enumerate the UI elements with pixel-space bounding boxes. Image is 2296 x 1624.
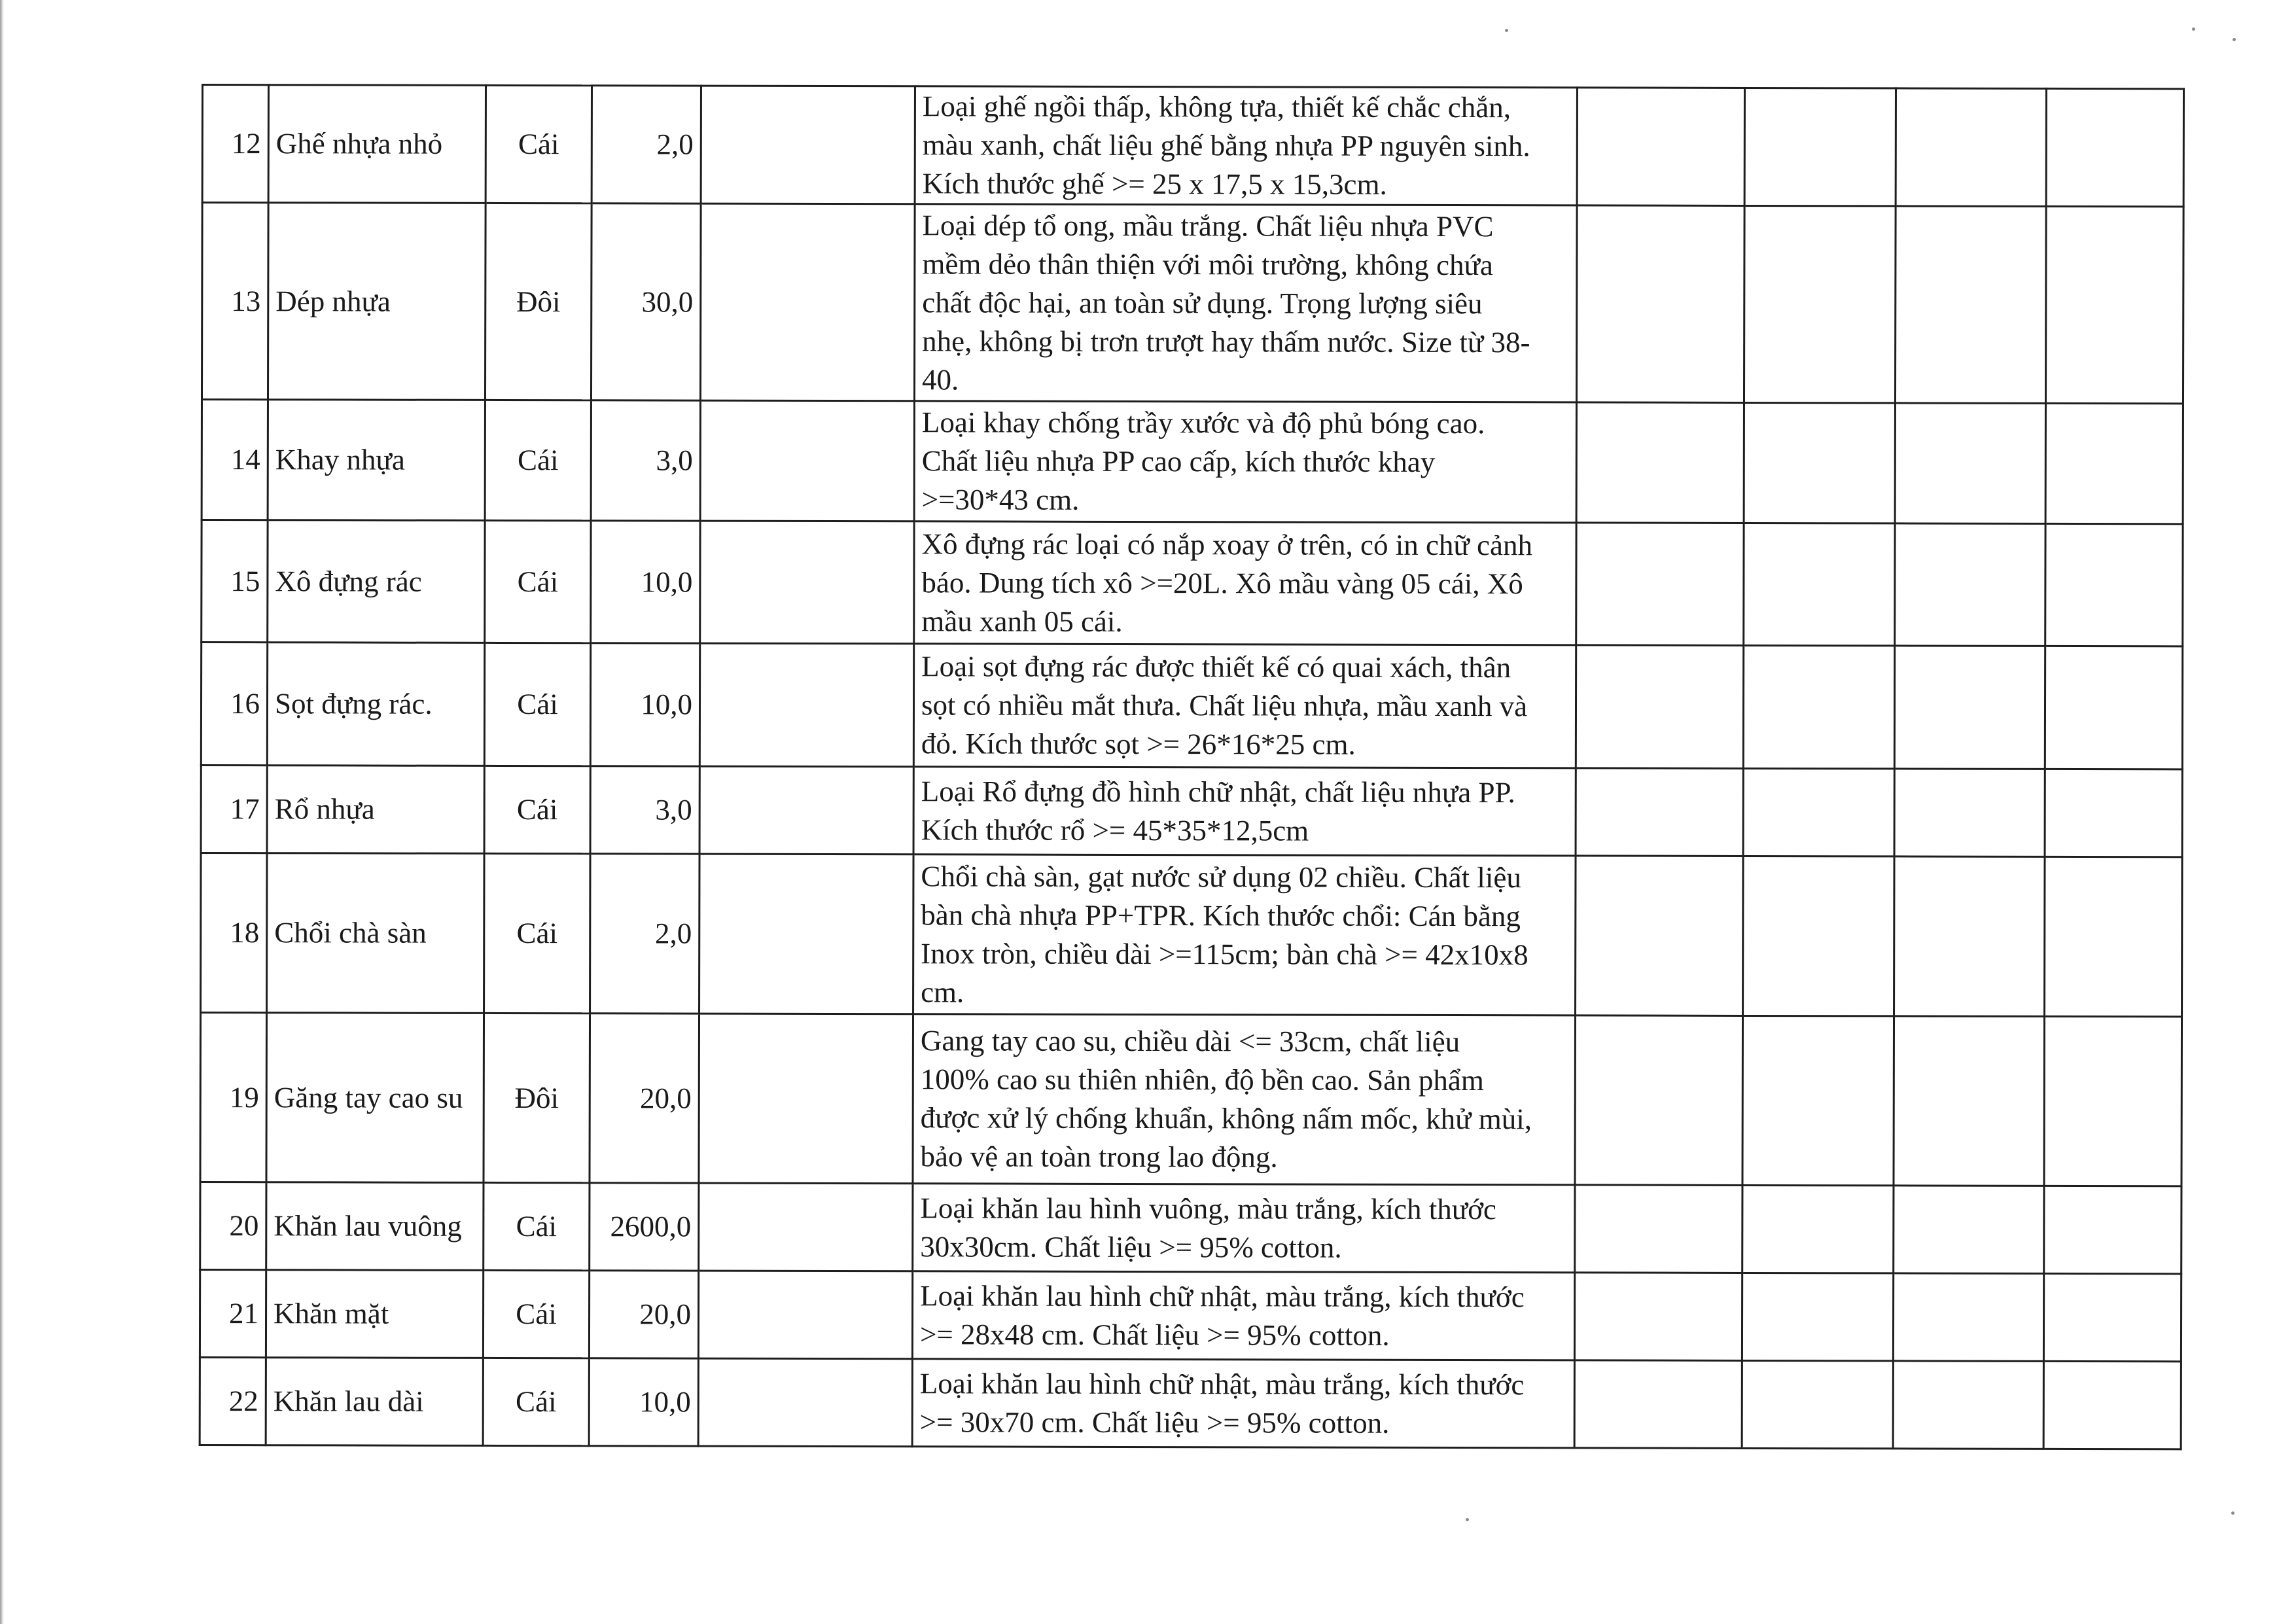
description-line: nhẹ, không bị trơn trượt hay thấm nước. Size từ 38- bbox=[922, 324, 1530, 359]
item-description bbox=[914, 401, 1576, 523]
empty-cell bbox=[701, 86, 915, 204]
empty-cell bbox=[1742, 1360, 1893, 1448]
table-row bbox=[200, 1269, 2181, 1361]
empty-cell bbox=[1743, 768, 1894, 856]
item-name: Sọt đựng rác. bbox=[267, 643, 484, 766]
item-unit: Cái bbox=[486, 85, 592, 203]
description-line: 100% cao su thiên nhiên, độ bền cao. Sản phẩm bbox=[920, 1063, 1484, 1097]
description-line: 40. bbox=[922, 362, 959, 396]
item-quantity: 3,0 bbox=[591, 400, 700, 521]
description-line: >= 30x70 cm. Chất liệu >= 95% cotton. bbox=[919, 1405, 1390, 1439]
empty-cell bbox=[2043, 1273, 2181, 1361]
table-row bbox=[202, 400, 2183, 524]
table-row bbox=[201, 853, 2183, 1017]
items-table bbox=[199, 84, 2185, 1450]
description-line: chất độc hại, an toàn sử dụng. Trọng lượng siêu bbox=[922, 285, 1483, 320]
empty-cell bbox=[1744, 205, 1896, 402]
item-quantity: 20,0 bbox=[590, 1014, 699, 1183]
empty-cell bbox=[1742, 1273, 1893, 1360]
empty-cell bbox=[1574, 1273, 1742, 1361]
description-line: 30x30cm. Chất liệu >= 95% cotton. bbox=[920, 1229, 1342, 1264]
empty-cell bbox=[1893, 1361, 2043, 1449]
empty-cell bbox=[1894, 856, 2045, 1016]
empty-cell bbox=[1575, 1185, 1742, 1273]
item-description bbox=[912, 1359, 1574, 1448]
empty-cell bbox=[2044, 1186, 2181, 1273]
item-unit: Cái bbox=[485, 520, 591, 643]
item-description bbox=[913, 1014, 1576, 1185]
empty-cell bbox=[1894, 1186, 2044, 1273]
empty-cell bbox=[2045, 523, 2183, 646]
row-number: 12 bbox=[202, 85, 268, 203]
empty-cell bbox=[2045, 646, 2182, 769]
empty-cell bbox=[2043, 1361, 2181, 1449]
item-unit: Cái bbox=[483, 1358, 589, 1445]
empty-cell bbox=[2044, 1016, 2182, 1186]
empty-cell bbox=[1576, 768, 1743, 856]
description-line: bàn chà nhựa PP+TPR. Kích thước chổi: Cán bằng bbox=[921, 898, 1521, 932]
item-unit: Cái bbox=[484, 643, 590, 766]
empty-cell bbox=[1576, 645, 1743, 769]
row-number: 16 bbox=[201, 643, 267, 766]
empty-cell bbox=[2045, 856, 2183, 1016]
item-description bbox=[912, 1271, 1574, 1360]
description-line: mầu xanh 05 cái. bbox=[921, 604, 1123, 638]
empty-cell bbox=[700, 521, 914, 644]
description-line: Chổi chà sàn, gạt nước sử dụng 02 chiều. Chất liệu bbox=[921, 859, 1521, 894]
description-line: Loại sọt đựng rác được thiết kế có quai xách, thân bbox=[921, 650, 1511, 684]
row-number: 20 bbox=[200, 1182, 266, 1269]
item-quantity: 10,0 bbox=[589, 1358, 698, 1446]
empty-cell bbox=[1895, 206, 2046, 403]
item-unit: Cái bbox=[484, 1182, 590, 1270]
item-description bbox=[914, 204, 1577, 402]
empty-cell bbox=[1576, 523, 1744, 646]
scan-edge-shadow bbox=[0, 0, 4, 1624]
description-line: >=30*43 cm. bbox=[921, 483, 1080, 516]
row-number: 15 bbox=[202, 520, 268, 643]
item-unit: Đôi bbox=[485, 203, 592, 400]
description-line: Loại khăn lau hình chữ nhật, màu trắng, kích thước bbox=[920, 1279, 1525, 1313]
table-row bbox=[202, 520, 2183, 646]
description-line: Inox tròn, chiều dài >=115cm; bàn chà >= 42x10x8 bbox=[921, 936, 1528, 971]
empty-cell bbox=[699, 854, 914, 1014]
description-line: Loại khay chống trầy xước và độ phủ bóng cao. bbox=[921, 406, 1485, 440]
table-row bbox=[202, 85, 2183, 207]
item-quantity: 20,0 bbox=[589, 1271, 698, 1358]
description-line: màu xanh, chất liệu ghế bằng nhựa PP nguyên sinh. bbox=[922, 128, 1530, 163]
table-row bbox=[200, 1182, 2181, 1273]
empty-cell bbox=[1743, 645, 1894, 768]
empty-cell bbox=[700, 203, 915, 401]
empty-cell bbox=[1576, 205, 1744, 403]
row-number: 21 bbox=[200, 1269, 266, 1357]
row-number: 17 bbox=[201, 766, 267, 853]
item-name: Khăn mặt bbox=[266, 1270, 483, 1358]
empty-cell bbox=[1576, 402, 1744, 523]
row-number: 14 bbox=[202, 400, 268, 520]
empty-cell bbox=[2045, 403, 2183, 523]
description-line: Chất liệu nhựa PP cao cấp, kích thước khay bbox=[921, 444, 1436, 478]
empty-cell bbox=[1743, 856, 1895, 1015]
row-number: 22 bbox=[200, 1357, 266, 1445]
description-line: Loại dép tổ ong, mầu trắng. Chất liệu nhựa PVC bbox=[922, 208, 1494, 243]
empty-cell bbox=[2046, 88, 2183, 206]
table-row bbox=[202, 203, 2183, 404]
empty-cell bbox=[699, 1183, 913, 1271]
scan-speck bbox=[2233, 38, 2236, 41]
description-line: Kích thước ghế >= 25 x 17,5 x 15,3cm. bbox=[922, 167, 1387, 201]
empty-cell bbox=[698, 1358, 912, 1447]
empty-cell bbox=[2045, 206, 2183, 403]
scan-speck bbox=[1466, 1518, 1469, 1521]
description-line: báo. Dung tích xô >=20L. Xô mầu vàng 05 cái, Xô bbox=[921, 565, 1523, 600]
description-line: Loại Rổ đựng đồ hình chữ nhật, chất liệu nhựa PP. bbox=[921, 774, 1515, 809]
item-name: Khăn lau dài bbox=[266, 1358, 483, 1446]
description-line: cm. bbox=[921, 975, 964, 1008]
row-number: 18 bbox=[201, 853, 268, 1013]
item-quantity: 10,0 bbox=[590, 643, 699, 766]
empty-cell bbox=[699, 766, 913, 855]
empty-cell bbox=[1744, 88, 1896, 205]
description-line: được xử lý chống khuẩn, không nấm mốc, khử mùi, bbox=[920, 1101, 1532, 1136]
empty-cell bbox=[1742, 1185, 1894, 1273]
description-line: Loại khăn lau hình chữ nhật, màu trắng, kích thước bbox=[919, 1366, 1525, 1401]
empty-cell bbox=[1894, 646, 2045, 769]
item-name: Khăn lau vuông bbox=[266, 1182, 484, 1271]
empty-cell bbox=[1895, 523, 2045, 646]
description-line: mềm dẻo thân thiện với môi trường, không chứa bbox=[922, 247, 1493, 281]
description-line: Loại khăn lau hình vuông, màu trắng, kích thước bbox=[920, 1191, 1496, 1226]
description-line: >= 28x48 cm. Chất liệu >= 95% cotton. bbox=[919, 1317, 1390, 1352]
description-line: Kích thước rổ >= 45*35*12,5cm bbox=[921, 813, 1309, 847]
item-description bbox=[913, 644, 1576, 768]
item-description bbox=[915, 86, 1577, 205]
empty-cell bbox=[699, 1014, 913, 1184]
description-line: bảo vệ an toàn trong lao động. bbox=[920, 1140, 1278, 1174]
item-name: Xô đựng rác bbox=[268, 520, 485, 643]
empty-cell bbox=[1895, 403, 2045, 523]
description-line: Loại ghế ngồi thấp, không tựa, thiết kế chắc chắn, bbox=[922, 90, 1511, 124]
item-name: Rổ nhựa bbox=[267, 766, 484, 854]
scan-speck bbox=[1505, 29, 1508, 32]
description-line: Gang tay cao su, chiều dài <= 33cm, chất liệu bbox=[920, 1024, 1460, 1059]
table-row bbox=[200, 1357, 2181, 1449]
scan-speck bbox=[2231, 1511, 2234, 1515]
item-description bbox=[914, 521, 1576, 645]
empty-cell bbox=[1896, 88, 2046, 206]
empty-cell bbox=[1744, 402, 1895, 523]
empty-cell bbox=[1574, 1360, 1742, 1449]
items-table-body bbox=[200, 85, 2183, 1449]
table-row bbox=[201, 643, 2182, 769]
table-row bbox=[200, 1013, 2182, 1186]
item-unit: Đôi bbox=[484, 1013, 590, 1182]
empty-cell bbox=[1894, 769, 2045, 856]
item-unit: Cái bbox=[484, 853, 591, 1013]
scan-speck bbox=[2192, 27, 2195, 31]
description-line: Xô đựng rác loại có nắp xoay ở trên, có in chữ cảnh bbox=[921, 527, 1533, 561]
item-name: Ghế nhựa nhỏ bbox=[268, 85, 486, 203]
item-quantity: 2,0 bbox=[592, 86, 701, 203]
empty-cell bbox=[698, 1271, 912, 1359]
empty-cell bbox=[1744, 523, 1895, 645]
empty-cell bbox=[1577, 88, 1744, 206]
item-name: Dép nhựa bbox=[268, 203, 486, 400]
item-unit: Cái bbox=[483, 1270, 589, 1358]
table-row bbox=[201, 766, 2182, 857]
empty-cell bbox=[699, 643, 913, 767]
description-line: đỏ. Kích thước sọt >= 26*16*25 cm. bbox=[921, 727, 1356, 761]
description-line: sọt có nhiều mắt thưa. Chất liệu nhựa, mầu xanh và bbox=[921, 688, 1528, 723]
item-quantity: 30,0 bbox=[591, 203, 701, 400]
item-name: Khay nhựa bbox=[268, 400, 485, 521]
empty-cell bbox=[1894, 1016, 2045, 1186]
empty-cell bbox=[1893, 1273, 2043, 1361]
item-quantity: 3,0 bbox=[590, 766, 699, 854]
empty-cell bbox=[1742, 1015, 1894, 1185]
item-quantity: 2,0 bbox=[590, 854, 700, 1014]
item-quantity: 2600,0 bbox=[590, 1183, 699, 1271]
item-description bbox=[913, 767, 1576, 856]
empty-cell bbox=[1575, 1015, 1743, 1186]
item-description bbox=[913, 1184, 1575, 1273]
item-name: Chổi chà sàn bbox=[267, 853, 485, 1014]
empty-cell bbox=[700, 400, 914, 521]
item-description bbox=[913, 855, 1576, 1015]
row-number: 19 bbox=[200, 1013, 267, 1182]
row-number: 13 bbox=[202, 203, 268, 400]
empty-cell bbox=[2045, 769, 2182, 856]
item-unit: Cái bbox=[485, 400, 591, 520]
item-name: Găng tay cao su bbox=[266, 1013, 484, 1183]
item-quantity: 10,0 bbox=[591, 521, 700, 643]
empty-cell bbox=[1576, 856, 1744, 1016]
item-unit: Cái bbox=[484, 766, 590, 853]
